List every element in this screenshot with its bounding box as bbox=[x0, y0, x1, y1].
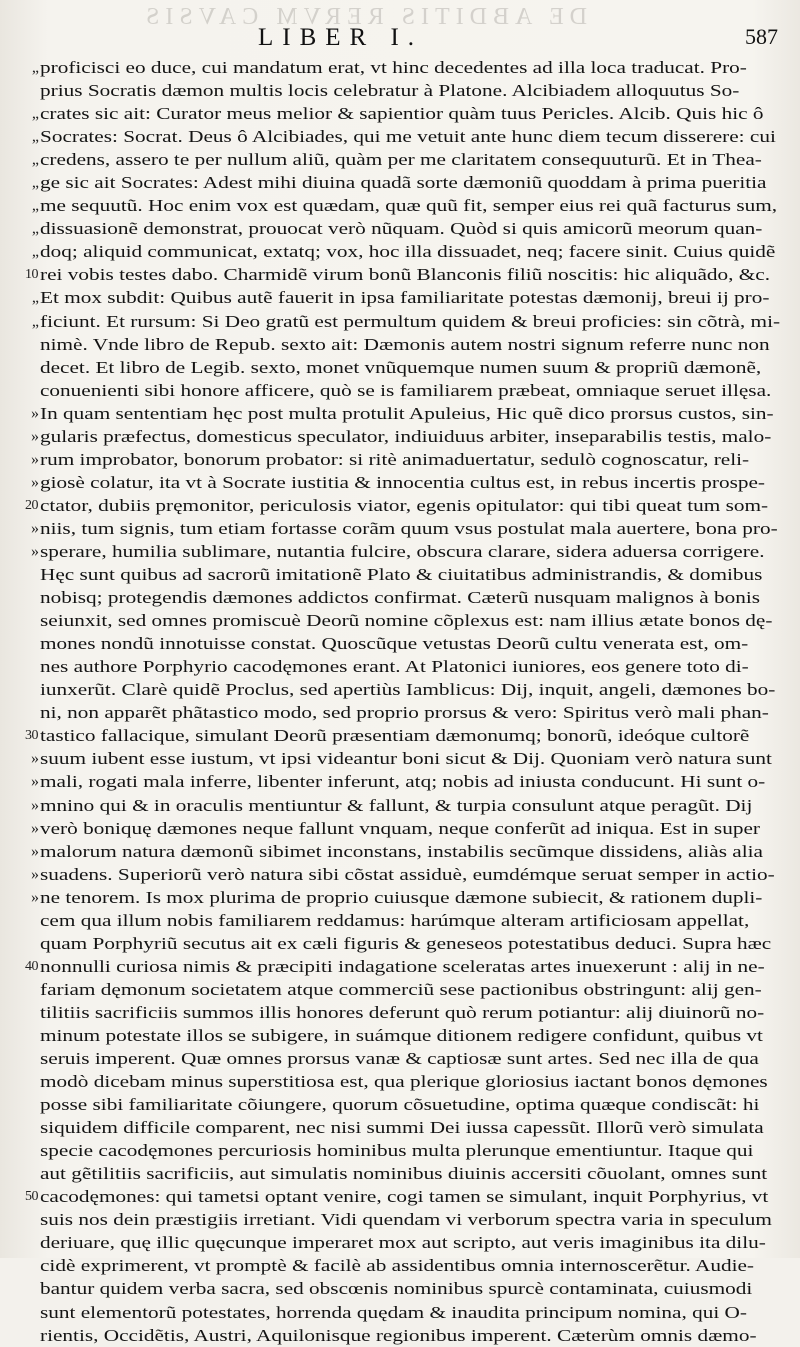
line-text: Et mox subdit: Quibus autẽ fauerit in ipsa familiaritate potestas dæmonij, breui ij pro- bbox=[40, 288, 770, 308]
line-text: rei vobis testes dabo. Charmidẽ virum bonũ Blanconis filiũ noscitis: hic aliquãdo, &c. bbox=[40, 265, 771, 285]
quotation-mark: „ bbox=[31, 105, 38, 123]
text-line bbox=[40, 1208, 784, 1231]
text-line bbox=[40, 1301, 784, 1324]
text-line bbox=[31, 747, 784, 770]
line-text: aut gẽtilitiis sacrificiis, aut simulatis nominibus diuinis accersiti cõuolant, omnes sunt bbox=[40, 1164, 768, 1184]
line-text: ni, non apparẽt phãtastico modo, sed proprio prorsus & vero: Spiritus verò mali phan- bbox=[40, 703, 769, 723]
line-text: seruis imperent. Quæ omnes prorsus vanæ & captiosæ sunt artes. Sed nec illa de qua bbox=[40, 1049, 759, 1069]
line-text: mones nondũ innotuisse constat. Quoscũque vetustas Deorũ cultu venerata est, om- bbox=[40, 634, 749, 654]
quotation-mark: » bbox=[31, 865, 38, 883]
line-text: tastico fallacique, simulant Deorũ præsentiam dæmonumq; bonorũ, ideóque cultorẽ bbox=[40, 726, 750, 746]
text-line bbox=[40, 978, 784, 1001]
line-number: 30 bbox=[25, 728, 38, 744]
line-text: seiunxit, sed omnes promiscuè Deorũ nomine cõplexus est: nam illius ætate bonos dę- bbox=[40, 611, 773, 631]
text-line bbox=[31, 240, 784, 263]
quotation-mark: „ bbox=[31, 128, 38, 146]
line-text: siquidem difficile comparent, nec nisi summi Dei iussa capessũt. Illorũ verò simulata bbox=[40, 1118, 764, 1138]
line-text: ge sic ait Socrates: Adest mihi diuina quadã sorte dæmoniũ quoddam à prima pueritia bbox=[40, 173, 767, 193]
line-text: sperare, humilia sublimare, nutantia fulcire, obscura clarare, sidera aduersa corrigere. bbox=[40, 541, 765, 561]
text-line bbox=[31, 794, 784, 817]
quotation-mark: » bbox=[31, 427, 38, 445]
text-line bbox=[40, 1139, 784, 1162]
line-text: me sequutũ. Hoc enim vox est quædam, quæ quũ fit, semper eius rei quã facturus sum, bbox=[40, 196, 778, 216]
text-line bbox=[40, 701, 784, 724]
text-line bbox=[31, 540, 784, 563]
text-line bbox=[25, 263, 784, 286]
text-line bbox=[31, 148, 784, 171]
line-text: Socrates: Socrat. Deus ô Alcibiades, qui me vetuit ante hunc diem tecum disserere: cui bbox=[40, 127, 776, 147]
line-text: crates sic ait: Curator meus melior & sapientior quàm tuus Pericles. Alcib. Quis hic ô bbox=[40, 104, 764, 124]
line-text: cacodęmones: qui tametsi optant venire, cogi tamen se simulant, inquit Porphyrius, vt bbox=[40, 1187, 769, 1207]
line-text: verò boniquę dæmones neque fallunt vnquam, neque conferũt ad iniqua. Est in super bbox=[40, 818, 760, 838]
line-text: decet. Et libro de Legib. sexto, monet vnũquemque numen suum & propriũ dæmonẽ, bbox=[40, 357, 762, 377]
line-text: nobisq; protegendis dæmones addictos confirmat. Cæterũ nusquam malignos à bonis bbox=[40, 588, 761, 608]
line-text: mali, rogati mala inferre, libenter inferunt, atq; nobis ad iniusta conducunt. Hi sunt o- bbox=[40, 772, 766, 792]
text-line bbox=[40, 379, 784, 402]
quotation-mark: » bbox=[31, 796, 38, 814]
quotation-mark: » bbox=[31, 473, 38, 491]
text-line bbox=[31, 886, 784, 909]
text-line bbox=[31, 56, 784, 79]
line-text: modò dicebam minus superstitiosa est, qua plerique gloriosius iactant bonos dęmones bbox=[40, 1072, 768, 1092]
text-line bbox=[31, 425, 784, 448]
text-line bbox=[31, 310, 784, 333]
line-text: quam Porphyriũ secutus ait ex cæli figuris & geneseos potestatibus deduci. Supra hæc bbox=[40, 933, 772, 953]
quotation-mark: » bbox=[31, 542, 38, 560]
text-line bbox=[40, 932, 784, 955]
quotation-mark: » bbox=[31, 519, 38, 537]
line-text: rum improbator, bonorum probator: si ritè animaduertatur, sedulò cognoscatur, reli- bbox=[40, 449, 750, 469]
text-line bbox=[31, 517, 784, 540]
text-line bbox=[31, 286, 784, 309]
text-line bbox=[40, 1324, 784, 1347]
line-text: credens, assero te per nullum aliũ, quàm per me claritatem consequuturũ. Et in Thea- bbox=[40, 150, 762, 170]
quotation-mark: „ bbox=[31, 151, 38, 169]
running-head: LIBER I. bbox=[258, 24, 424, 51]
quotation-mark: » bbox=[31, 450, 38, 468]
text-line bbox=[31, 840, 784, 863]
line-text: malorum natura dæmonũ sibimet inconstans, instabilis secũmque dissidens, aliàs alia bbox=[40, 841, 763, 861]
text-line bbox=[40, 1093, 784, 1116]
text-line bbox=[40, 79, 784, 102]
text-line bbox=[40, 609, 784, 632]
line-number: 40 bbox=[25, 958, 38, 974]
text-line bbox=[40, 1162, 784, 1185]
text-line bbox=[31, 863, 784, 886]
text-line bbox=[31, 171, 784, 194]
text-line bbox=[40, 1047, 784, 1070]
line-text: rientis, Occidẽtis, Austri, Aquilonisque regionibus imperent. Cæterùm omnis dæmo- bbox=[40, 1325, 757, 1345]
text-line bbox=[31, 217, 784, 240]
text-line bbox=[40, 563, 784, 586]
quotation-mark: „ bbox=[31, 289, 38, 307]
quotation-mark: » bbox=[31, 773, 38, 791]
text-line bbox=[40, 1116, 784, 1139]
text-line bbox=[40, 655, 784, 678]
line-text: suum iubent esse iustum, vt ipsi videantur boni sicut & Dij. Quoniam verò natura sunt bbox=[40, 749, 772, 769]
line-text: conuenienti sibi honore afficere, quò se is familiarem præbeat, omniaque seruet illęsa. bbox=[40, 380, 772, 400]
text-line bbox=[31, 448, 784, 471]
line-text: dissuasionẽ demonstrat, prouocat verò nũquam. Quòd si quis amicorũ meorum quan- bbox=[40, 219, 763, 239]
line-text: minum potestate illos se subigere, in suámque ditionem redigere confidunt, quibus vt bbox=[40, 1025, 763, 1045]
line-text: cidè exprimerent, vt promptè & facilè ab assidentibus omnia internoscerẽtur. Audie- bbox=[40, 1256, 755, 1276]
text-line bbox=[31, 194, 784, 217]
quotation-mark: „ bbox=[31, 174, 38, 192]
text-line bbox=[40, 632, 784, 655]
text-line bbox=[40, 1024, 784, 1047]
text-line bbox=[40, 678, 784, 701]
line-text: cem qua illum nobis familiarem reddamus: harúmque alteram artificiosam appellat, bbox=[40, 910, 750, 930]
text-line bbox=[25, 494, 784, 517]
line-text: proficisci eo duce, cui mandatum erat, vt hinc decedentes ad illa loca traducat. Pro- bbox=[40, 58, 747, 77]
text-line bbox=[40, 1277, 784, 1300]
quotation-mark: » bbox=[31, 404, 38, 422]
text-line bbox=[40, 1231, 784, 1254]
quotation-mark: » bbox=[31, 750, 38, 768]
text-line bbox=[25, 955, 784, 978]
line-text: prius Socratis dæmon multis locis celebratur à Platone. Alcibiadem alloquutus So- bbox=[40, 81, 740, 101]
quotation-mark: „ bbox=[31, 312, 38, 330]
line-text: fariam dęmonum societatem atque commerciũ sese pactionibus obstringunt: alij gen- bbox=[40, 979, 762, 999]
line-text: ficiunt. Et rursum: Si Deo gratũ est permultum quidem & breui proficies: sin cõtrà, mi- bbox=[40, 311, 781, 331]
text-line bbox=[25, 724, 784, 747]
line-text: posse sibi familiaritate cõiungere, quorum cõsuetudine, optima quæque condiscãt: hi bbox=[40, 1095, 760, 1115]
text-line bbox=[31, 770, 784, 793]
line-text: mnino qui & in oraculis mentiuntur & fallunt, & turpia consulunt atque peragũt. Dij bbox=[40, 795, 753, 815]
line-number: 50 bbox=[25, 1189, 38, 1205]
quotation-mark: » bbox=[31, 819, 38, 837]
text-line bbox=[40, 586, 784, 609]
text-line bbox=[40, 356, 784, 379]
page-number: 587 bbox=[745, 24, 778, 49]
quotation-mark: „ bbox=[31, 220, 38, 238]
quotation-mark: » bbox=[31, 842, 38, 860]
line-number: 20 bbox=[25, 497, 38, 513]
line-text: nonnulli curiosa nimis & præcipiti indagatione sceleratas artes inuexerunt : alij in ne- bbox=[40, 956, 765, 976]
line-text: suadens. Superiorũ verò natura sibi cõstat assiduè, eumdémque seruat semper in actio- bbox=[40, 864, 775, 884]
line-number: 10 bbox=[25, 267, 38, 283]
line-text: niis, tum signis, tum etiam fortasse corãm quum vsus postulat mala auertere, bona pro- bbox=[40, 518, 778, 538]
text-line bbox=[31, 471, 784, 494]
text-line bbox=[31, 402, 784, 425]
line-text: nes authore Porphyrio cacodęmones erant. At Platonici iuniores, eos genere toto di- bbox=[40, 657, 749, 677]
line-text: bantur quidem verba sacra, sed obscœnis nominibus spurcè contaminata, cuiusmodi bbox=[40, 1279, 753, 1299]
line-text: specie cacodęmones percuriosis hominibus multa plerunque ementiuntur. Itaque qui bbox=[40, 1141, 754, 1161]
quotation-mark: „ bbox=[31, 243, 38, 261]
line-text: sunt elementorũ potestates, horrenda quędam & inaudita principum nomina, qui O- bbox=[40, 1302, 747, 1322]
text-line bbox=[31, 817, 784, 840]
line-text: deriuare, quę illic quęcunque imperaret mox aut scripto, aut veris imaginibus ita dilu- bbox=[40, 1233, 766, 1253]
line-text: tilitiis sacrificiis summos illis honores deferunt quò rerum potiantur: alij diuinorũ no- bbox=[40, 1002, 765, 1022]
text-line bbox=[40, 1001, 784, 1024]
text-line bbox=[40, 1254, 784, 1277]
line-text: ctator, dubiis pręmonitor, periculosis viator, egenis opitulator: qui tibi queat tum som- bbox=[40, 495, 769, 515]
line-text: nimè. Vnde libro de Repub. sexto ait: Dæmonis autem nostri signum referre nunc non bbox=[40, 334, 770, 354]
line-text: iunxerũt. Clarè quidẽ Proclus, sed apertiùs Iamblicus: Dij, inquit, angeli, dæmones bo- bbox=[40, 680, 776, 700]
quotation-mark: „ bbox=[31, 197, 38, 215]
bleed-through-heading: DE ABDITIS RERVM CAVSIS bbox=[140, 4, 588, 30]
text-line bbox=[31, 102, 784, 125]
line-text: giosè colatur, ita vt à Socrate iustitia & innocentia cultus est, in rebus incertis prospe- bbox=[40, 472, 766, 492]
body-text bbox=[25, 56, 784, 1347]
text-line bbox=[40, 909, 784, 932]
text-line bbox=[31, 125, 784, 148]
line-text: In quam sententiam hęc post multa protulit Apuleius, Hic quẽ dico prorsus custos, sin- bbox=[40, 403, 774, 423]
line-text: doq; aliquid communicat, extatq; vox, hoc illa dissuadet, neq; facere sinit. Cuius quidẽ bbox=[40, 242, 776, 262]
quotation-mark: „ bbox=[31, 59, 38, 76]
text-line bbox=[25, 1185, 784, 1208]
quotation-mark: » bbox=[31, 888, 38, 906]
line-text: ne tenorem. Is mox plurima de proprio cuiusque dæmone subiecit, & rationem dupli- bbox=[40, 887, 763, 907]
text-line bbox=[40, 1070, 784, 1093]
line-text: gularis præfectus, domesticus speculator, indiuiduus arbiter, inseparabilis testis, malo- bbox=[40, 426, 772, 446]
line-text: Hęc sunt quibus ad sacrorũ imitationẽ Plato & ciuitatibus administrandis, & domibus bbox=[40, 565, 763, 585]
line-text: suis nos dein præstigiis irretiant. Vidi quendam vi verborum spectra varia in speculum bbox=[40, 1210, 772, 1230]
text-line bbox=[40, 333, 784, 356]
